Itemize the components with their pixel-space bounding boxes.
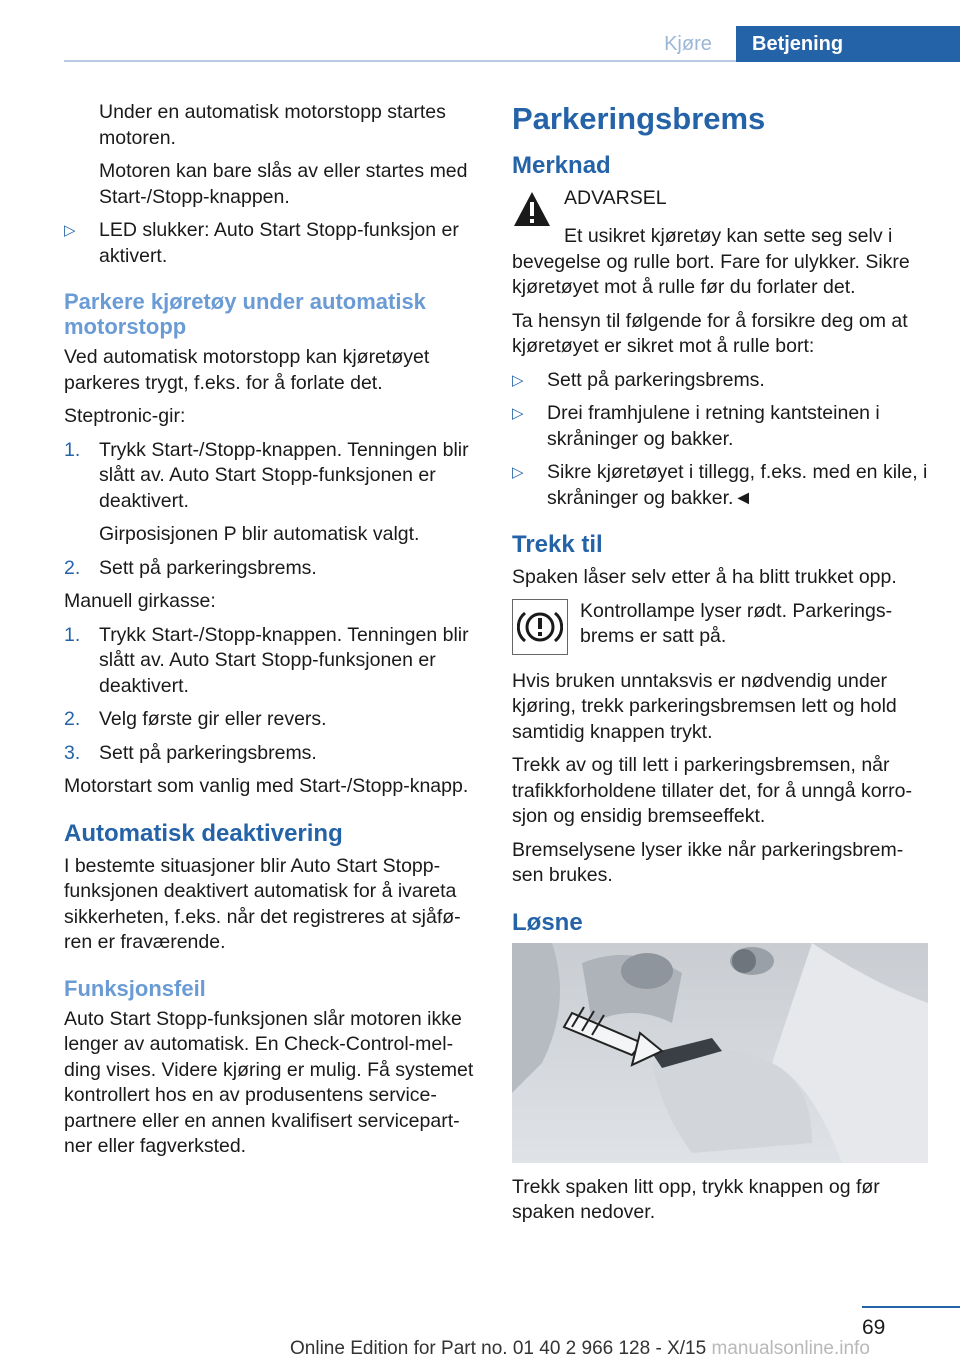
list-item <box>64 741 480 767</box>
watermark-text: manualsonline.info <box>711 1338 870 1359</box>
list-item-text: Trykk Start-/Stopp-knappen. Tenningen blir slått av. Auto Start Stopp-funksjonen er deaktivert. <box>99 623 469 697</box>
list-item-text: Velg første gir eller revers. <box>99 708 327 730</box>
list-item-text: Sett på parkeringsbrems. <box>99 741 317 764</box>
bullet-triangle-icon: ▷ <box>512 405 524 422</box>
bullet-triangle-icon: ▷ <box>64 222 76 239</box>
header-section-tab[interactable]: Kjøre <box>664 32 712 55</box>
paragraph-automatisk-deaktivering: I bestemte situasjoner blir Auto Start Stopp-funksjonen deaktivert automatisk for å ivareta sikkerheten, f.eks. når det registreres at sjåfø-ren er fraværende. <box>64 854 461 953</box>
list-number: 1. <box>64 623 81 646</box>
warning-triangle-icon <box>512 190 552 228</box>
heading-parkeringsbrems: Parkeringsbrems <box>512 101 766 136</box>
list-item-text: Drei framhjulene i retning kantsteinen i skråninger og bakker. <box>547 402 880 450</box>
list-item-text: Sett på parkeringsbrems. <box>99 556 317 579</box>
page-number: 69 <box>862 1316 886 1339</box>
header-chapter-tab[interactable]: Betjening <box>736 26 960 62</box>
list-item-text: Sett på parkeringsbrems. <box>547 368 765 391</box>
label-steptronic: Steptronic-gir: <box>64 405 186 427</box>
bullet-triangle-icon: ▷ <box>512 464 524 481</box>
warning-block <box>512 186 928 228</box>
handbrake-figure <box>512 943 928 1163</box>
heading-parkere: Parkere kjøretøy under automatisk motorstopp <box>64 289 426 339</box>
list-item <box>64 218 480 269</box>
list-item <box>512 460 928 511</box>
warning-title: ADVARSEL <box>564 187 667 209</box>
paragraph-spaken: Spaken låser selv etter å ha blitt trukket opp. <box>512 566 897 588</box>
bullet-triangle-icon: ▷ <box>512 371 524 389</box>
heading-losne: Løsne <box>512 908 583 936</box>
left-column <box>64 100 480 1168</box>
list-item <box>64 623 480 700</box>
lamp-text: Kontrollampe lyser rødt. Parkerings-brems er satt på. <box>580 599 893 647</box>
paragraph-motorstart: Motorstart som vanlig med Start-/Stopp-knapp. <box>64 775 469 797</box>
list-item <box>64 556 480 582</box>
brake-warning-lamp-icon <box>512 599 568 655</box>
list-item <box>64 707 480 733</box>
paragraph-bremselys: Bremselysene lyser ikke når parkeringsbrem-sen brukes. <box>512 838 904 886</box>
list-item-extra: Girposisjonen P blir automatisk valgt. <box>99 523 420 545</box>
edition-footer <box>290 1338 870 1360</box>
list-item <box>64 438 480 515</box>
indicator-lamp-block <box>512 599 928 655</box>
paragraph-start-stop-button: Motoren kan bare slås av eller startes med Start-/Stopp-knappen. <box>99 160 468 208</box>
label-manuell: Manuell girkasse: <box>64 590 216 612</box>
heading-automatisk-deaktivering: Automatisk deaktivering <box>64 819 343 847</box>
list-item-text: Trykk Start-/Stopp-knappen. Tenningen blir slått av. Auto Start Stopp-funksjonen er deaktivert. <box>99 438 469 512</box>
paragraph-restart: Under en automatisk motorstopp startes motoren. <box>99 101 446 149</box>
heading-funksjonsfeil: Funksjonsfeil <box>64 975 206 1001</box>
paragraph-parkere: Ved automatisk motorstopp kan kjøretøyet parkeres trygt, f.eks. for å forlate det. <box>64 346 430 394</box>
list-item-text: LED slukker: Auto Start Stopp-funksjon er aktivert. <box>99 219 459 267</box>
right-column <box>512 100 928 1234</box>
list-number: 2. <box>64 708 81 730</box>
paragraph-hensyn: Ta hensyn til følgende for å forsikre deg om at kjøretøyet er sikret mot å rulle bort: <box>512 309 908 357</box>
paragraph-losne: Trekk spaken litt opp, trykk knappen og før spaken nedover. <box>512 1175 880 1223</box>
paragraph-funksjonsfeil: Auto Start Stopp-funksjonen slår motoren ikke lenger av automatisk. En Check-Control-mel-ding vises. Videre kjøring er mulig. Få systemet kontrollert hos en av produsentens service-partnere eller en annen kvalifisert servicepart-ner eller fagverksted. <box>64 1007 474 1157</box>
list-item <box>512 368 928 394</box>
warning-text: Et usikret kjøretøy kan sette seg selv i bevegelse og rulle bort. Fare for ulykker. Sikre kjøretøyet mot å rulle før du forlater det. <box>512 225 910 298</box>
edition-text: Online Edition for Part no. 01 40 2 966 128 - X/15 <box>290 1338 707 1359</box>
list-number: 1. <box>64 438 81 461</box>
footer-rule <box>862 1306 960 1308</box>
list-number: 3. <box>64 741 81 764</box>
list-item-text: Sikre kjøretøyet i tillegg, f.eks. med en kile, i skråninger og bakker.◄ <box>547 461 928 509</box>
paragraph-hvis: Hvis bruken unntaksvis er nødvendig under kjøring, trekk parkeringsbremsen lett og hold samtidig knappen trykt. <box>512 669 897 743</box>
list-item <box>512 401 928 452</box>
list-number: 2. <box>64 556 81 579</box>
paragraph-trekk-av: Trekk av og till lett i parkeringsbremsen, når trafikkforholdene tillater det, for å unngå korro-sjon og ensidig bremseeffekt. <box>512 754 912 827</box>
heading-merknad: Merknad <box>512 152 611 179</box>
heading-trekk-til: Trekk til <box>512 531 603 558</box>
